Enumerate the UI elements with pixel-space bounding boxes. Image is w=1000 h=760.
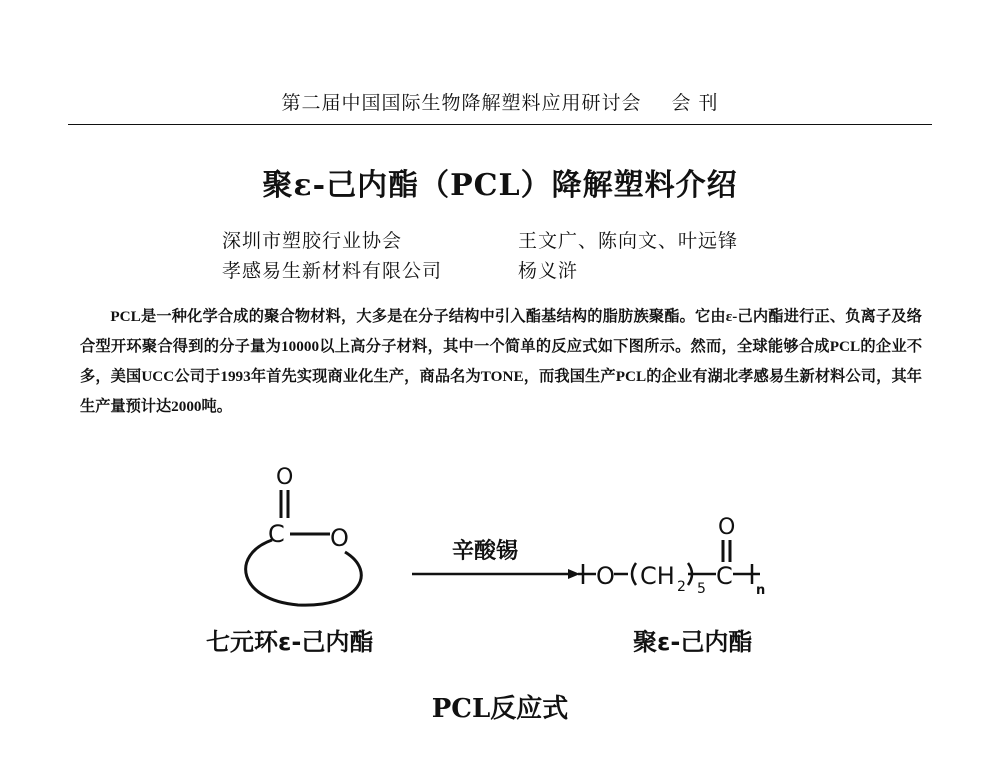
carbonyl-carbon: C	[268, 520, 285, 548]
ring-oxygen: O	[330, 524, 349, 552]
body-paragraph: PCL是一种化学合成的聚合物材料，大多是在分子结构中引入酯基结构的脂肪族聚酯。它由ε-己内酯进行正、负离子及络合型开环聚合得到的分子量为10000以上高分子材料，其中一个简单的反应式如下图所示。然而，全球能够合成PCL的企业不多，美国UCC公司于1993年首先实现商业化生产，商品名为TONE，而我国生产PCL的企业有湖北孝感易生新材料公司，其年生产量预计达2000吨。	[80, 308, 922, 415]
journal-name: 会 刊	[671, 92, 719, 114]
methylene-group: CH	[640, 562, 675, 590]
reaction-arrow	[412, 538, 580, 579]
subscript-five: 5	[697, 581, 706, 597]
product-label: 聚ε-己内酯	[633, 628, 753, 656]
subscript-two: 2	[677, 579, 686, 595]
product-oxygen: O	[596, 562, 615, 590]
conference-name: 第二届中国国际生物降解塑料应用研讨会	[281, 92, 642, 114]
product-carbon: C	[716, 562, 733, 590]
catalyst-label: 辛酸锡	[452, 539, 519, 564]
reactant-label: 七元环ε-己内酯	[206, 628, 374, 656]
header-rule	[68, 124, 932, 125]
paren-open	[632, 563, 636, 585]
affiliation-org: 深圳市塑胶行业协会	[222, 230, 403, 252]
article-title: 聚ε-己内酯（PCL）降解塑料介绍	[262, 168, 738, 203]
affiliation-authors: 杨义浒	[518, 260, 579, 282]
carbonyl-oxygen: O	[276, 465, 294, 490]
affiliation-authors: 王文广、陈向文、叶远锋	[518, 230, 739, 252]
figure-caption: PCL反应式	[431, 694, 569, 724]
pcl-structure	[578, 515, 765, 598]
product-carbonyl-oxygen: O	[718, 515, 736, 540]
running-header	[0, 88, 1000, 115]
reaction-scheme	[0, 460, 1000, 680]
affiliation-org: 孝感易生新材料有限公司	[222, 260, 443, 282]
caprolactone-structure	[246, 465, 362, 605]
repeat-count: n	[756, 583, 766, 598]
